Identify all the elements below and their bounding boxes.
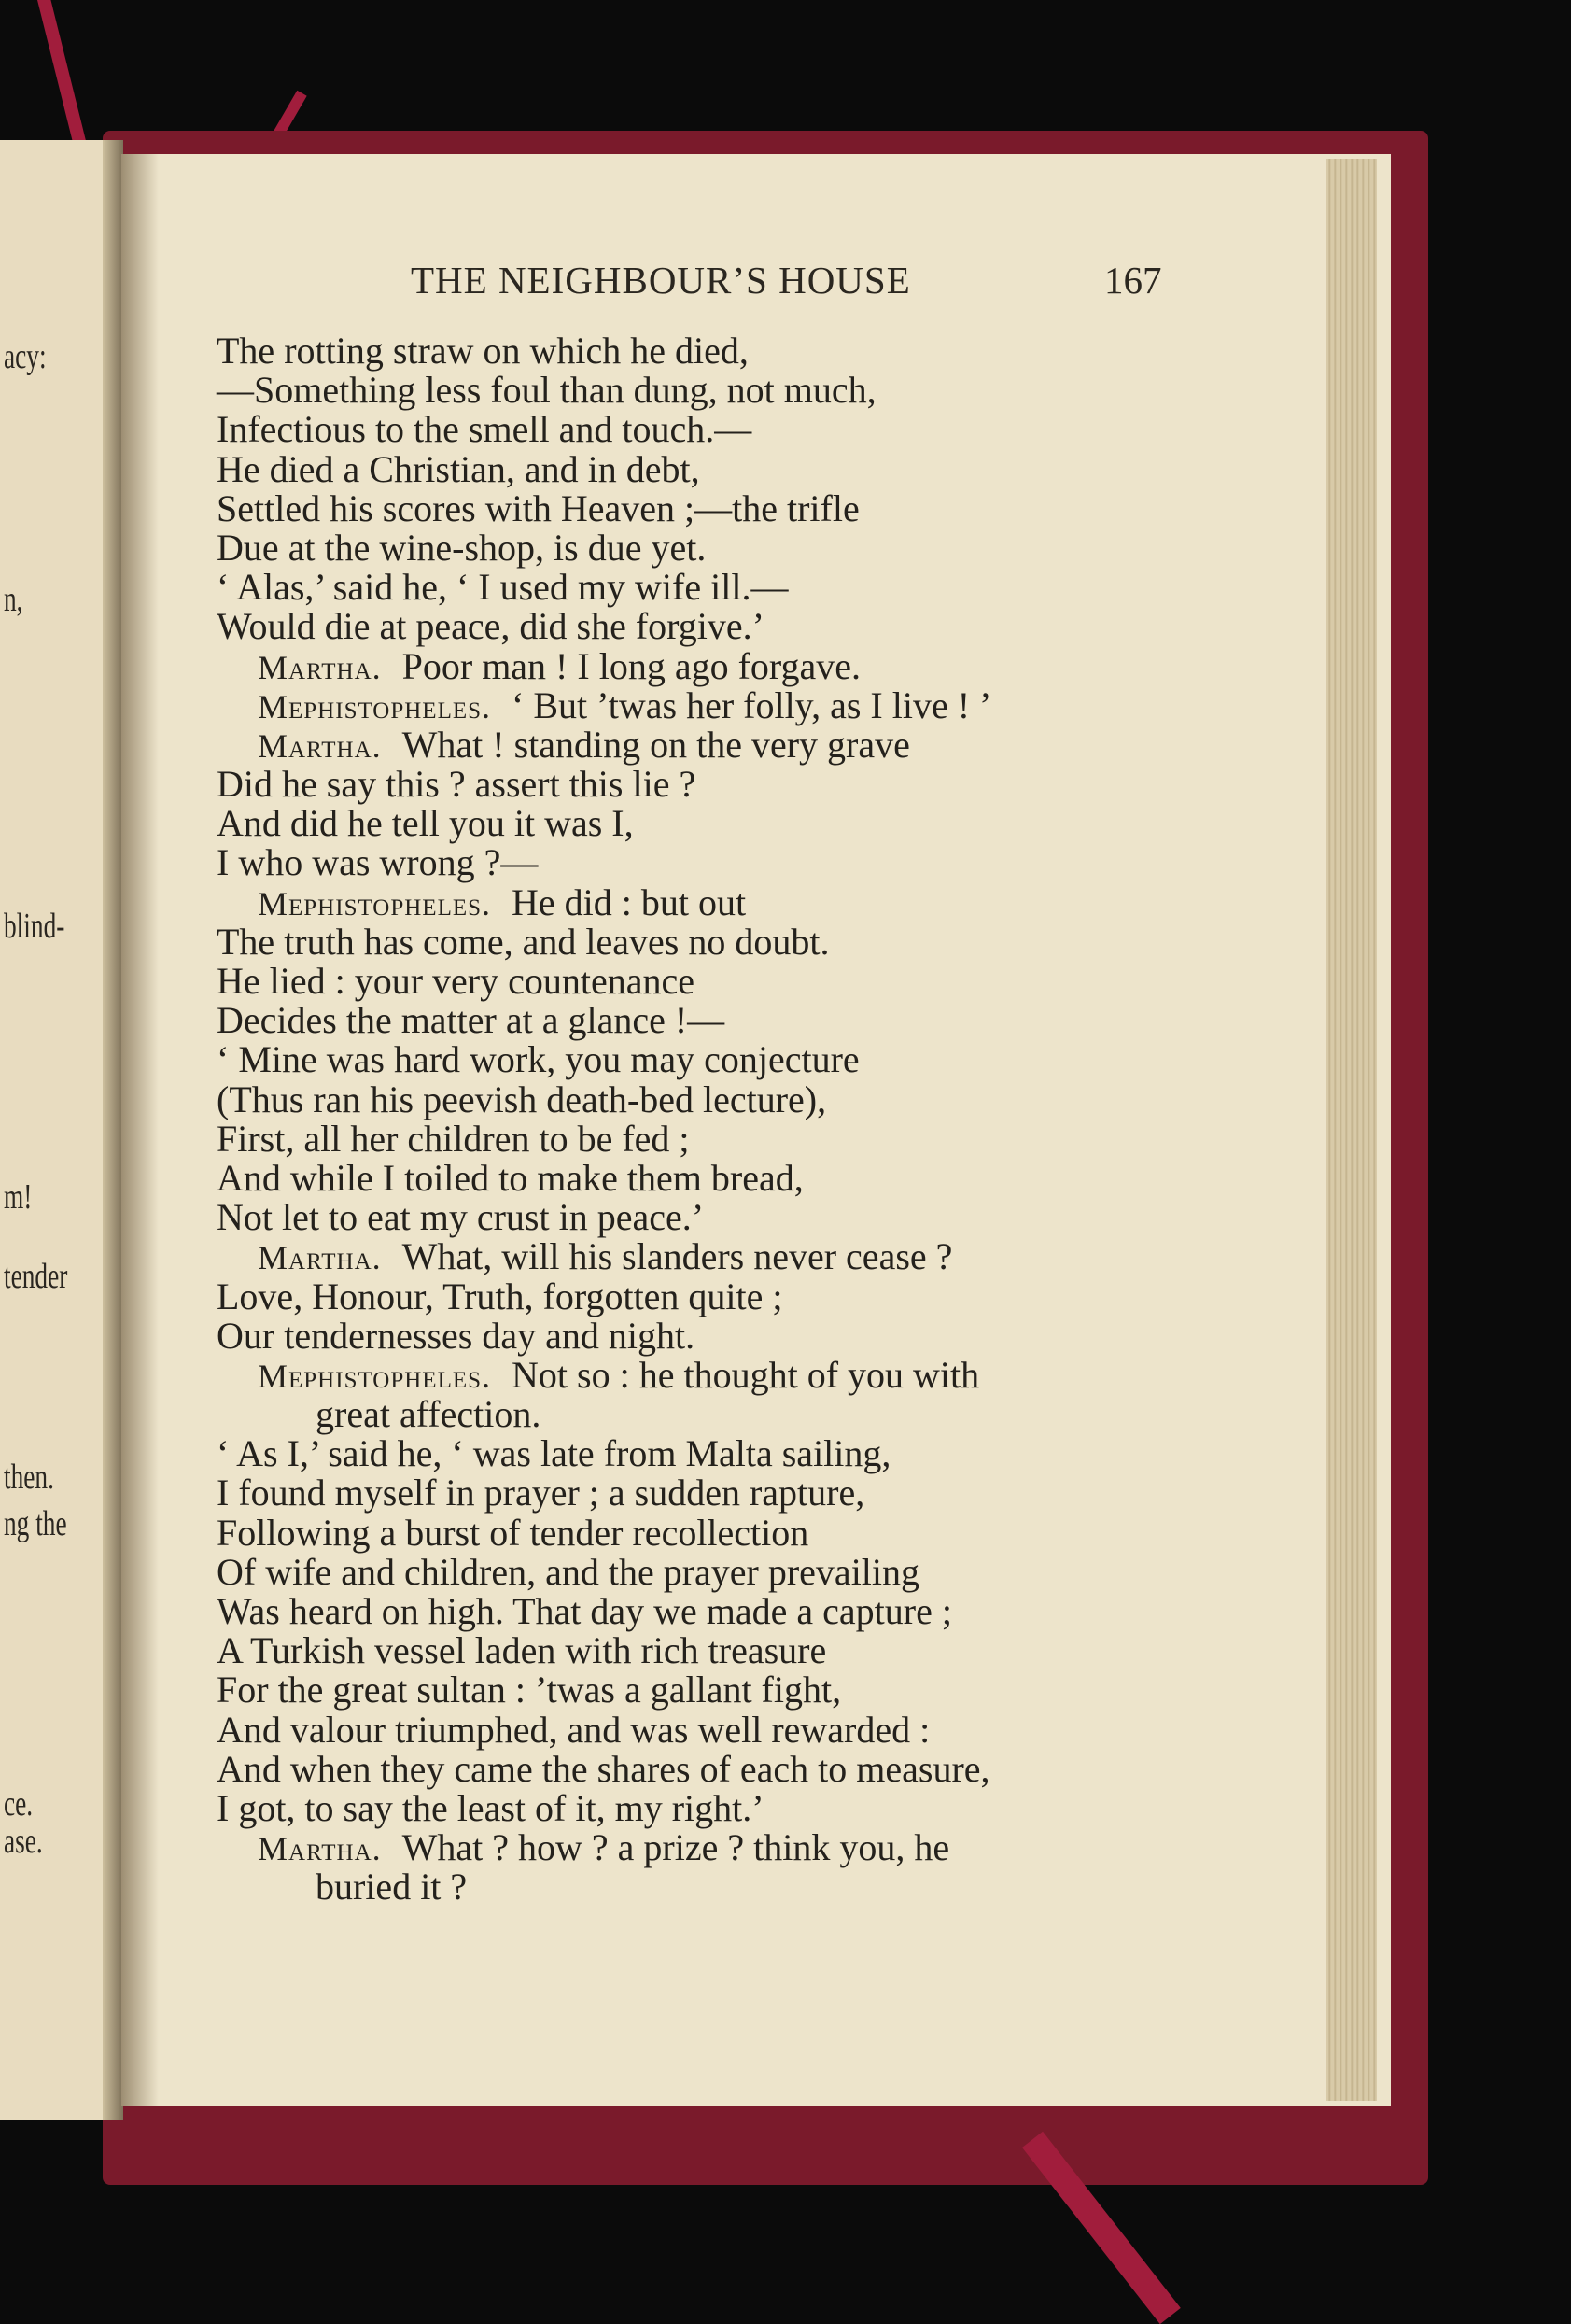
line-text: great affection. — [316, 1393, 541, 1436]
page-number: 167 — [1104, 259, 1162, 302]
text-line — [217, 410, 1290, 449]
text-line — [217, 1473, 1290, 1513]
line-text: First, all her children to be fed ; — [217, 1117, 690, 1160]
text-line — [217, 1001, 1290, 1040]
text-line — [217, 765, 1290, 804]
text-line — [217, 725, 1290, 765]
line-text: Infectious to the smell and touch.— — [217, 408, 752, 451]
line-text: (Thus ran his peevish death-bed lecture), — [217, 1077, 827, 1120]
line-text: Love, Honour, Truth, forgotten quite ; — [217, 1275, 783, 1317]
text-line — [217, 1511, 1290, 1554]
line-text: Decides the matter at a glance !— — [217, 999, 725, 1042]
line-text: ‘ Mine was hard work, you may conjecture — [217, 1038, 860, 1081]
text-line — [217, 1040, 1290, 1079]
line-text: ‘ But ’twas her folly, as I live ! ’ — [512, 683, 992, 726]
line-text: Our tendernesses day and night. — [217, 1314, 695, 1357]
text-line — [217, 1156, 1290, 1199]
gutter — [103, 140, 123, 2120]
spine-shadow — [121, 154, 159, 2106]
line-text: What ! standing on the very grave — [401, 723, 910, 766]
text-line — [217, 331, 1290, 371]
line-text: Was heard on high. That day we made a capture ; — [217, 1590, 952, 1632]
speaker-name: Martha. — [258, 1830, 382, 1868]
line-text: A Turkish vessel laden with rich treasure — [217, 1629, 827, 1672]
text-line — [217, 843, 1290, 882]
left-fragment: blind- — [4, 907, 65, 946]
text-line — [217, 1747, 1290, 1790]
text-line — [217, 1631, 1290, 1670]
line-text: I who was wrong ?— — [217, 841, 539, 884]
text-line — [217, 1395, 1290, 1434]
text-line — [217, 1237, 1290, 1276]
text-line — [217, 1117, 1290, 1160]
speaker-name: Mephistopheles. — [258, 1357, 492, 1395]
text-line — [217, 962, 1290, 1001]
running-head: THE NEIGHBOUR’S HOUSE — [411, 259, 911, 302]
text-line — [217, 1077, 1290, 1120]
line-text: He died a Christian, and in debt, — [217, 447, 700, 490]
page-text — [217, 331, 1290, 1908]
text-line — [217, 486, 1290, 529]
line-text: Settled his scores with Heaven ;—the trifle — [217, 486, 860, 529]
left-fragment: ng the — [4, 1504, 67, 1543]
text-line — [217, 880, 1290, 923]
left-fragment: tender — [4, 1257, 68, 1296]
left-fragment: n, — [4, 580, 23, 619]
line-text: For the great sultan : ’twas a gallant fight, — [217, 1669, 842, 1711]
text-line — [217, 644, 1290, 687]
line-text: The rotting straw on which he died, — [217, 330, 749, 372]
line-text: ‘ As I,’ said he, ‘ was late from Malta sailing, — [217, 1432, 891, 1475]
line-text: He lied : your very countenance — [217, 960, 695, 1002]
line-text: buried it ? — [316, 1866, 468, 1908]
text-line — [217, 607, 1290, 646]
text-line — [217, 1550, 1290, 1593]
text-line — [217, 920, 1290, 963]
line-text: Would die at peace, did she forgive.’ — [217, 605, 764, 648]
line-text: Not so : he thought of you with — [512, 1353, 980, 1396]
line-text: Did he say this ? assert this lie ? — [217, 763, 696, 806]
line-text: I found myself in prayer ; a sudden rapture, — [217, 1472, 865, 1514]
line-text: What ? how ? a prize ? think you, he — [401, 1826, 950, 1869]
speaker-name: Mephistopheles. — [258, 884, 492, 923]
text-line — [217, 447, 1290, 490]
line-text: And when they came the shares of each to measure, — [217, 1747, 990, 1790]
line-text: —Something less foul than dung, not much, — [217, 369, 877, 412]
line-text: And while I toiled to make them bread, — [217, 1156, 804, 1199]
text-line — [217, 1314, 1290, 1357]
line-text: And did he tell you it was I, — [217, 802, 634, 845]
text-line — [217, 568, 1290, 607]
text-line — [217, 1828, 1290, 1867]
text-line — [217, 1198, 1290, 1237]
text-line — [217, 1670, 1290, 1710]
line-text: Poor man ! I long ago forgave. — [401, 644, 861, 687]
text-line — [217, 1353, 1290, 1396]
text-line — [217, 528, 1290, 568]
text-line — [217, 1592, 1290, 1631]
line-text: What, will his slanders never cease ? — [401, 1235, 953, 1278]
speaker-name: Martha. — [258, 1239, 382, 1277]
text-line — [217, 371, 1290, 410]
line-text: Not let to eat my crust in peace.’ — [217, 1196, 705, 1239]
line-text: And valour triumphed, and was well rewarded : — [217, 1708, 931, 1751]
text-line — [217, 1708, 1290, 1751]
text-line — [217, 1434, 1290, 1473]
speaker-name: Martha. — [258, 726, 382, 765]
left-fragment: then. — [4, 1458, 54, 1497]
line-text: Following a burst of tender recollection — [217, 1511, 809, 1554]
left-fragment: ase. — [4, 1822, 43, 1861]
text-line — [217, 1867, 1290, 1907]
left-fragment: m! — [4, 1177, 33, 1217]
left-page — [0, 140, 119, 2120]
line-text: I got, to say the least of it, my right.’ — [217, 1786, 764, 1829]
line-text: The truth has come, and leaves no doubt. — [217, 920, 830, 963]
text-line — [217, 683, 1290, 726]
text-line — [217, 1786, 1290, 1829]
speaker-name: Mephistopheles. — [258, 687, 492, 725]
line-text: ‘ Alas,’ said he, ‘ I used my wife ill.— — [217, 566, 789, 609]
left-fragment: acy: — [4, 337, 47, 376]
line-text: Of wife and children, and the prayer prevailing — [217, 1550, 920, 1593]
left-fragment: ce. — [4, 1784, 34, 1824]
line-text: He did : but out — [512, 880, 747, 923]
text-line — [217, 804, 1290, 843]
page-edges — [1326, 159, 1377, 2101]
bookmark-ribbon — [37, 0, 89, 154]
speaker-name: Martha. — [258, 648, 382, 686]
text-line — [217, 1277, 1290, 1317]
line-text: Due at the wine-shop, is due yet. — [217, 526, 707, 569]
